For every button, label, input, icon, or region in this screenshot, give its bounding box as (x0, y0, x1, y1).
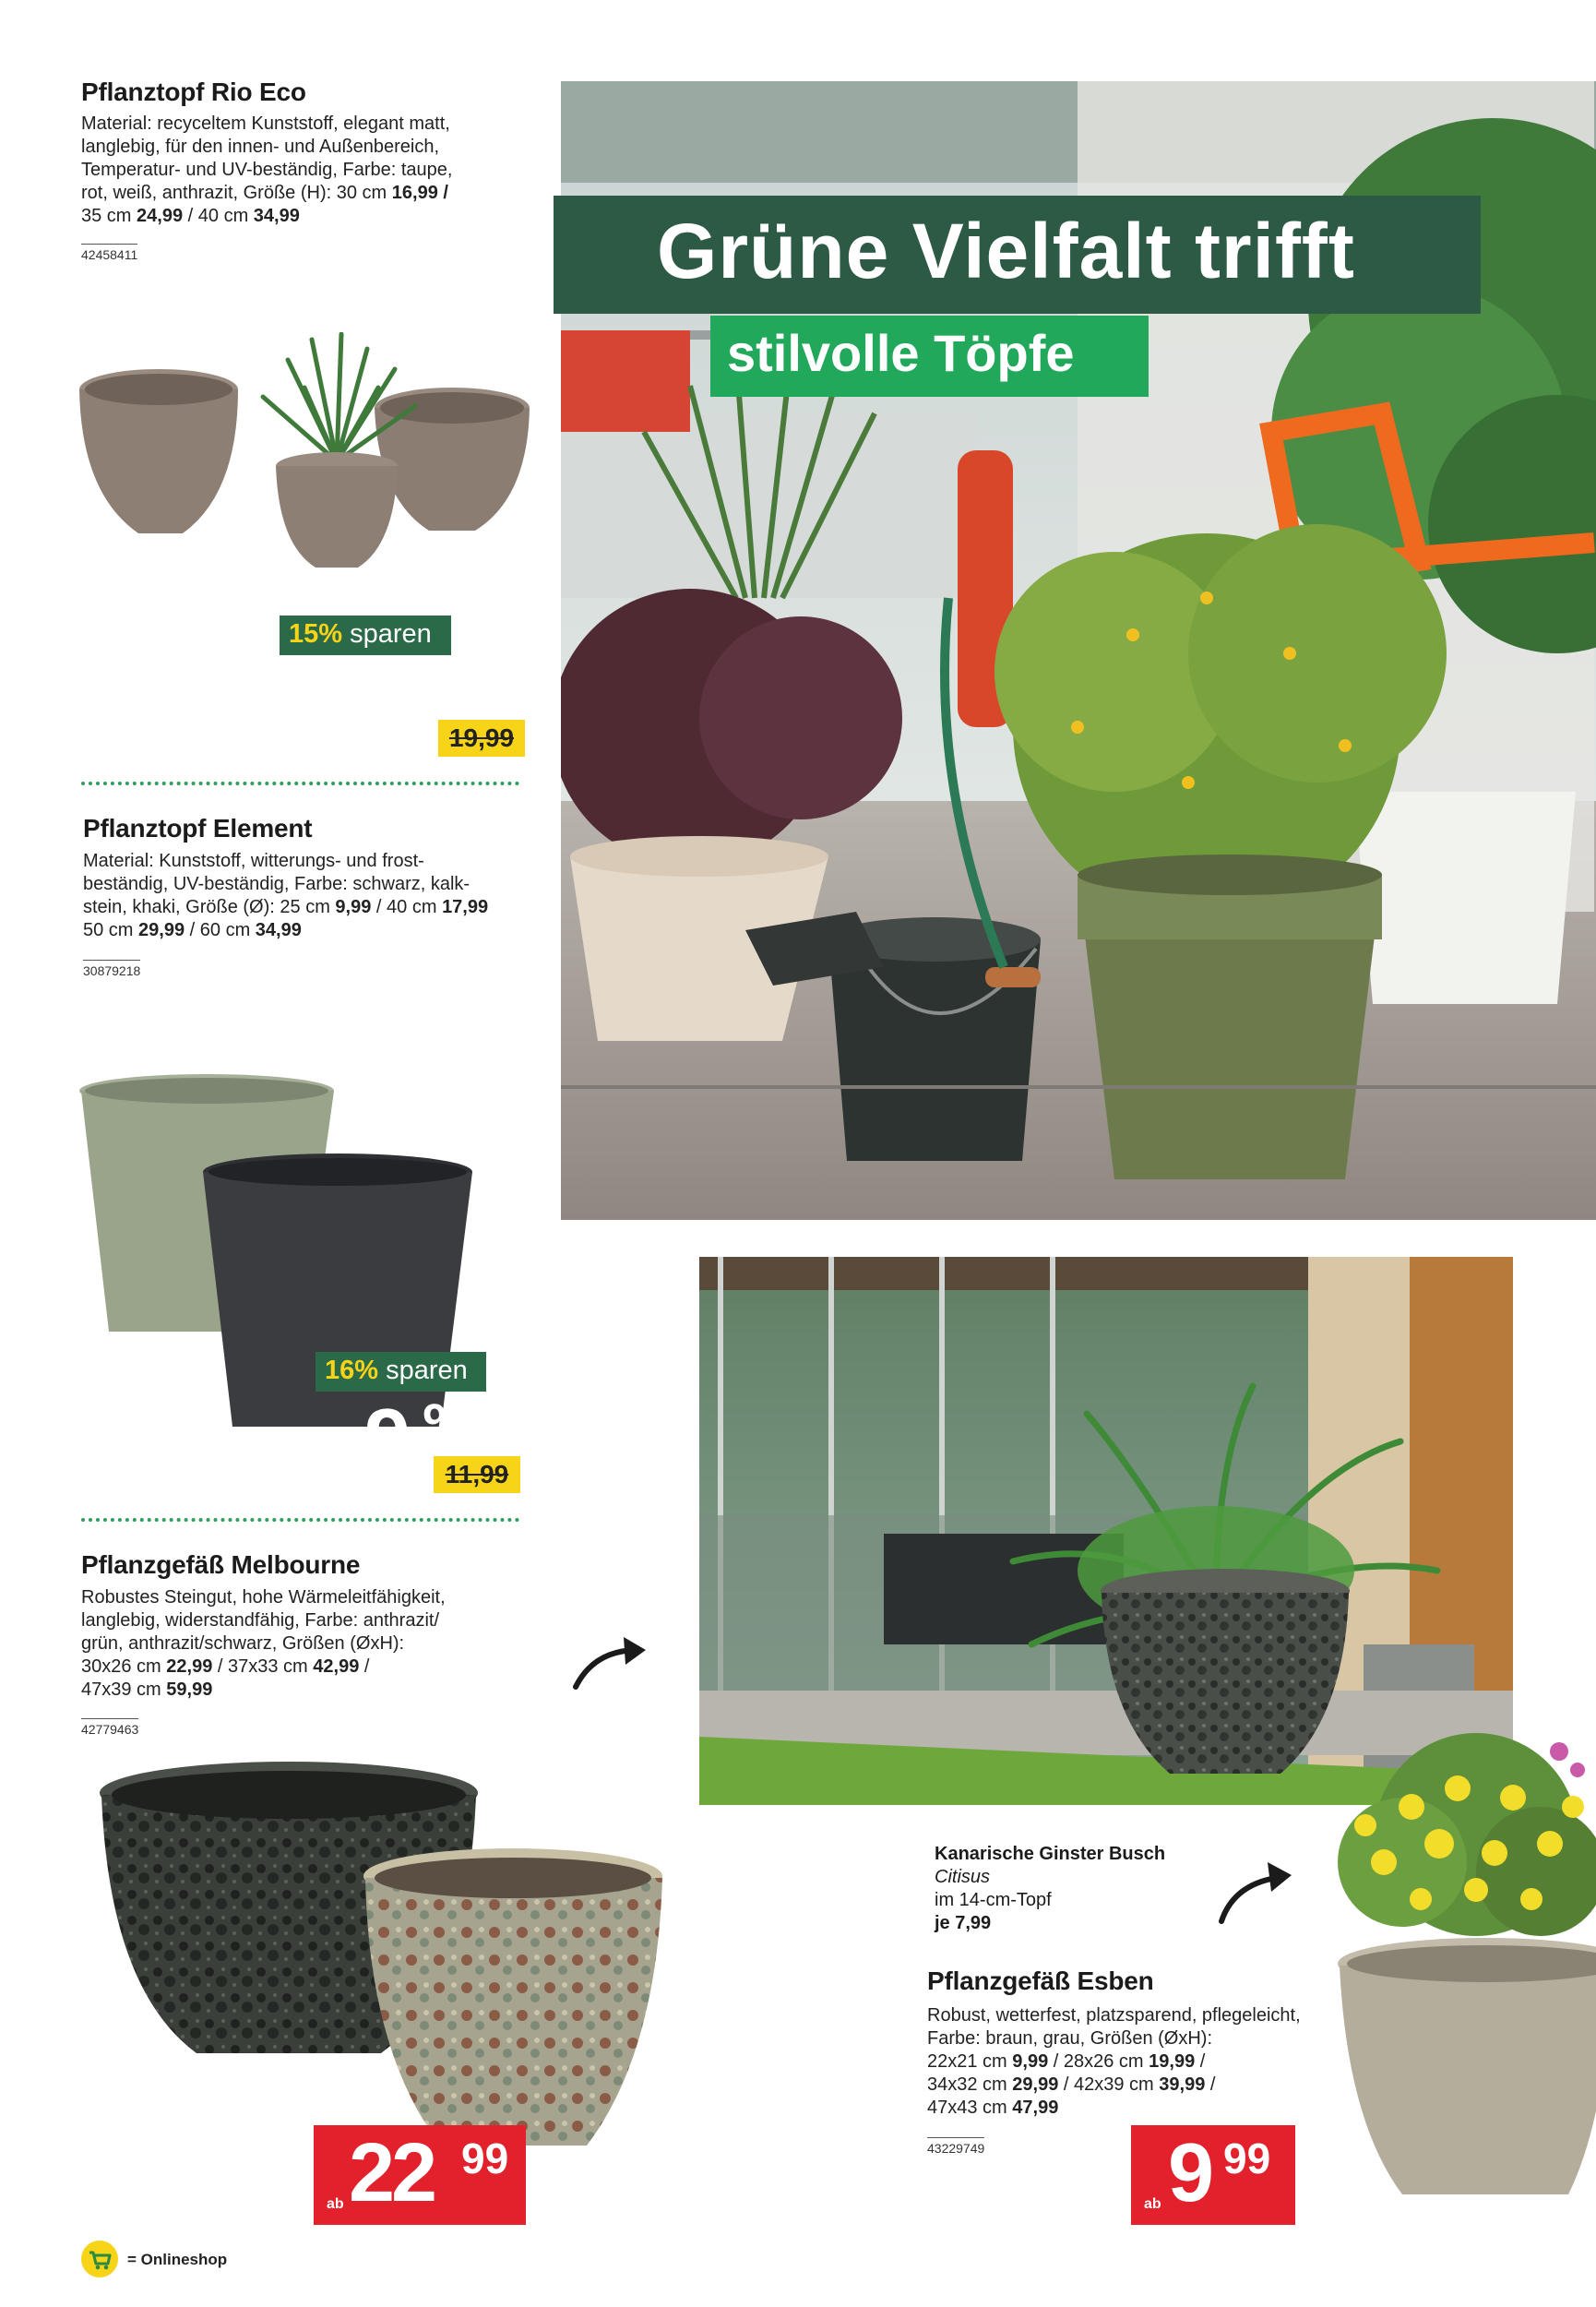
rio-product-image (74, 332, 535, 577)
element-price-ab: ab (339, 1456, 357, 1472)
element-price-decimals: 99 (423, 1396, 472, 1445)
melbourne-product-image (100, 1758, 727, 2155)
divider (81, 1518, 519, 1522)
rio-price-integer: 16 (325, 654, 412, 748)
rio-price-decimals: 99 (434, 658, 483, 707)
rio-title: Pflanztopf Rio Eco (81, 78, 306, 106)
rio-savings-badge: 15% sparen (280, 616, 451, 655)
element-old-price: 11,99 (434, 1456, 520, 1493)
esben-description: Robust, wetterfest, platzsparend, pflegeleicht, Farbe: braun, grau, Größen (ØxH): 22x21 cm 9,99 / 28x26 cm 19,99 / 34x32 cm 29,99 / 42x39 cm 39,99 / 47x43 cm 47,99 (927, 2005, 1301, 2118)
esben-price-integer: 9 (1168, 2127, 1211, 2219)
melbourne-description: Robustes Steingut, hohe Wärmeleitfähigkeit, langlebig, widerstandfähig, Farbe: anthrazit/ grün, anthrazit/schwarz, Größen (ØxH): 30x26 cm 22,99 / 37x33 cm 42,99 / 47x39 cm 59,99 (81, 1587, 446, 1700)
headline-line-1: Grüne Vielfalt trifft (554, 196, 1481, 314)
esben-price-decimals: 99 (1223, 2134, 1271, 2182)
element-article-number: 30879218 (83, 960, 140, 978)
headline-line-2: stilvolle Töpfe (710, 316, 1149, 397)
esben-article-number: 43229749 (927, 2137, 984, 2156)
onlineshop-legend: = Onlineshop (127, 2251, 228, 2268)
melbourne-price-decimals: 99 (461, 2134, 509, 2182)
melbourne-price-integer: 22 (349, 2127, 435, 2219)
onlineshop-icon (81, 2241, 118, 2277)
melbourne-title: Pflanzgefäß Melbourne (81, 1550, 361, 1579)
melbourne-price-ab: ab (327, 2196, 344, 2212)
esben-title: Pflanzgefäß Esben (927, 1966, 1154, 1995)
rio-price-ab: ab (304, 720, 322, 735)
esben-product-image (1328, 1733, 1596, 2204)
melbourne-article-number: 42779463 (81, 1718, 138, 1737)
arrow-right-icon (570, 1632, 653, 1694)
ginster-info: Kanarische Ginster Busch Citisus im 14-cm-Topf je 7,99 (935, 1844, 1166, 1933)
fern-photo (699, 1257, 1513, 1805)
element-description: Material: Kunststoff, witterungs- und frost- beständig, UV-beständig, Farbe: schwarz, kalk- stein, khaki, Größe (Ø): 25 cm 9,99 / 40 cm 17,99 50 cm 29,99 / 60 cm 34,99 (83, 851, 489, 940)
esben-price-ab: ab (1144, 2196, 1161, 2212)
rio-article-number: 42458411 (81, 244, 137, 262)
rio-description: Material: recyceltem Kunststoff, elegant matt, langlebig, für den innen- und Außenbereich, Temperatur- und UV-beständig, Farbe: taupe, rot, weiß, anthrazit, Größe (H): 30 cm 16,99 / 35 cm 24,99 / 40 cm 34,99 (81, 114, 453, 226)
arrow-up-right-icon (1216, 1855, 1299, 1929)
element-savings-badge: 16% sparen (316, 1352, 486, 1392)
element-title: Pflanztopf Element (83, 814, 313, 843)
divider (81, 782, 519, 785)
element-price-integer: 9 (364, 1393, 408, 1485)
rio-old-price: 19,99 (438, 720, 525, 757)
